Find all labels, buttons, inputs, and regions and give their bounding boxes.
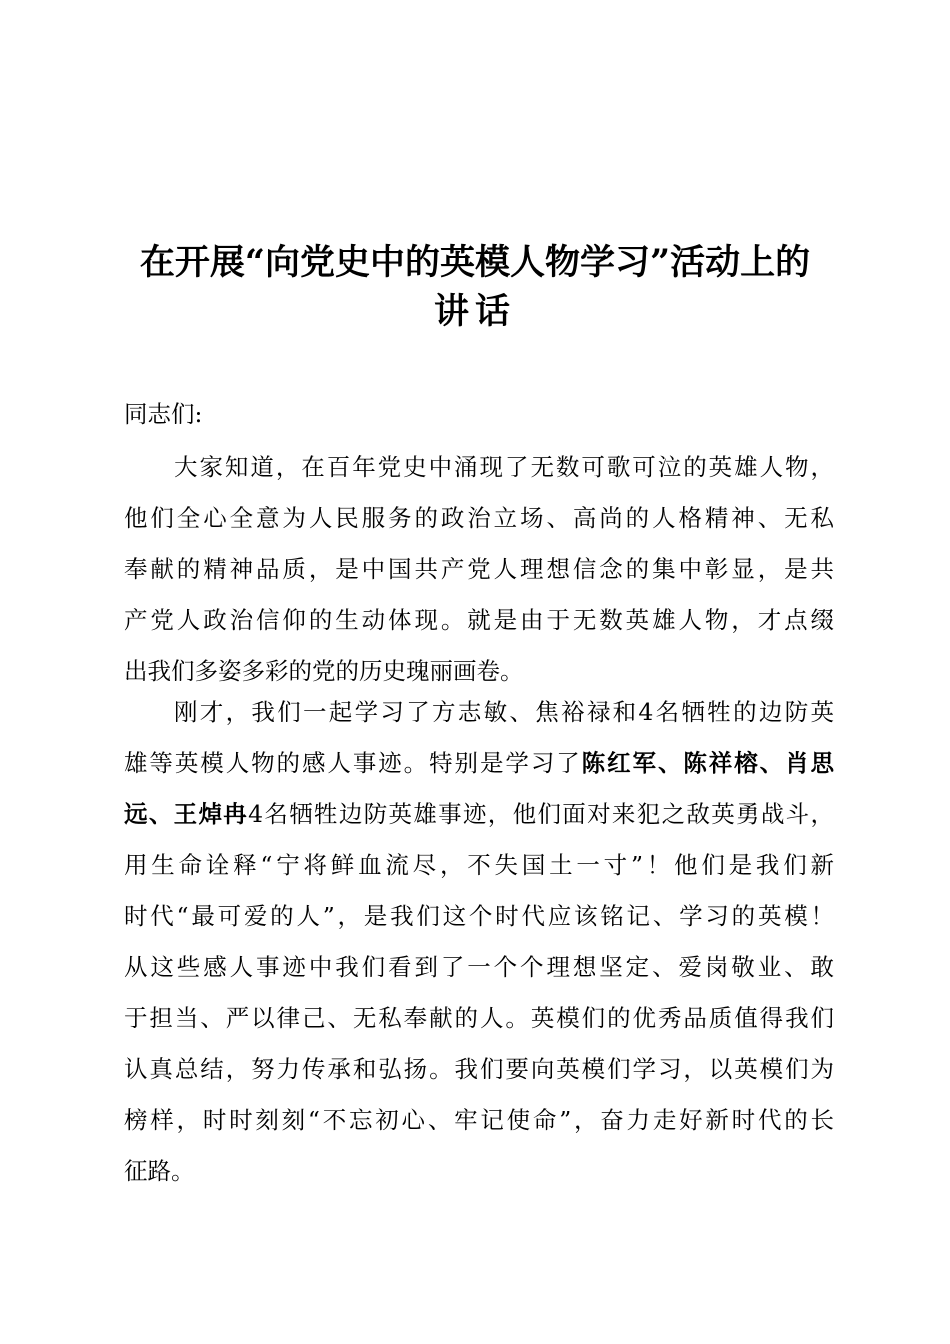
paragraph-1	[124, 442, 834, 697]
document-title-line-2: 讲话	[433, 291, 516, 332]
paragraph-1-line: 出我们多姿多彩的党的历史瑰丽画卷。	[124, 657, 524, 685]
paragraph-2-line: 从这些感人事迹中我们看到了一个个理想坚定、爱岗敬业、敢	[124, 953, 834, 981]
paragraph-1-line: 他们全心全意为人民服务的政治立场、高尚的人格精神、无私	[124, 504, 834, 532]
paragraph-2-line: 用生命诠释“宁将鲜血流尽，不失国土一寸”！他们是我们新	[124, 851, 834, 879]
hero-names-bold: 陈红军、陈祥榕、肖思	[581, 749, 835, 777]
paragraph-2-line: 时代“最可爱的人”，是我们这个时代应该铭记、学习的英模！	[124, 902, 834, 930]
paragraph-2-text: 4名牺牲边防英雄事迹，他们面对来犯之敌英勇战斗，	[248, 800, 835, 828]
document-title-line-1: 在开展“向党史中的英模人物学习”活动上的	[139, 242, 811, 283]
hero-names-bold: 远、王焯冉	[124, 800, 249, 828]
salutation-text: 同志们:	[124, 400, 203, 428]
paragraph-2-line: 征路。	[124, 1157, 195, 1185]
salutation	[124, 389, 834, 440]
paragraph-2-line: 刚才，我们一起学习了方志敏、焦裕禄和4名牺牲的边防英	[174, 698, 834, 726]
paragraph-2-line	[124, 738, 834, 789]
paragraph-2-line: 认真总结，努力传承和弘扬。我们要向英模们学习，以英模们为	[124, 1055, 834, 1083]
paragraph-2-line: 于担当、严以律己、无私奉献的人。英模们的优秀品质值得我们	[124, 1004, 834, 1032]
paragraph-1-line: 产党人政治信仰的生动体现。就是由于无数英雄人物，才点缀	[124, 606, 834, 634]
paragraph-2	[124, 687, 834, 1197]
paragraph-2-line: 榜样，时时刻刻“不忘初心、牢记使命”，奋力走好新时代的长	[124, 1106, 834, 1134]
paragraph-1-line: 大家知道，在百年党史中涌现了无数可歌可泣的英雄人物，	[174, 453, 834, 481]
paragraph-1-line: 奉献的精神品质，是中国共产党人理想信念的集中彰显，是共	[124, 555, 834, 583]
paragraph-2-line	[124, 789, 834, 840]
paragraph-2-text: 雄等英模人物的感人事迹。特别是学习了	[124, 749, 582, 777]
